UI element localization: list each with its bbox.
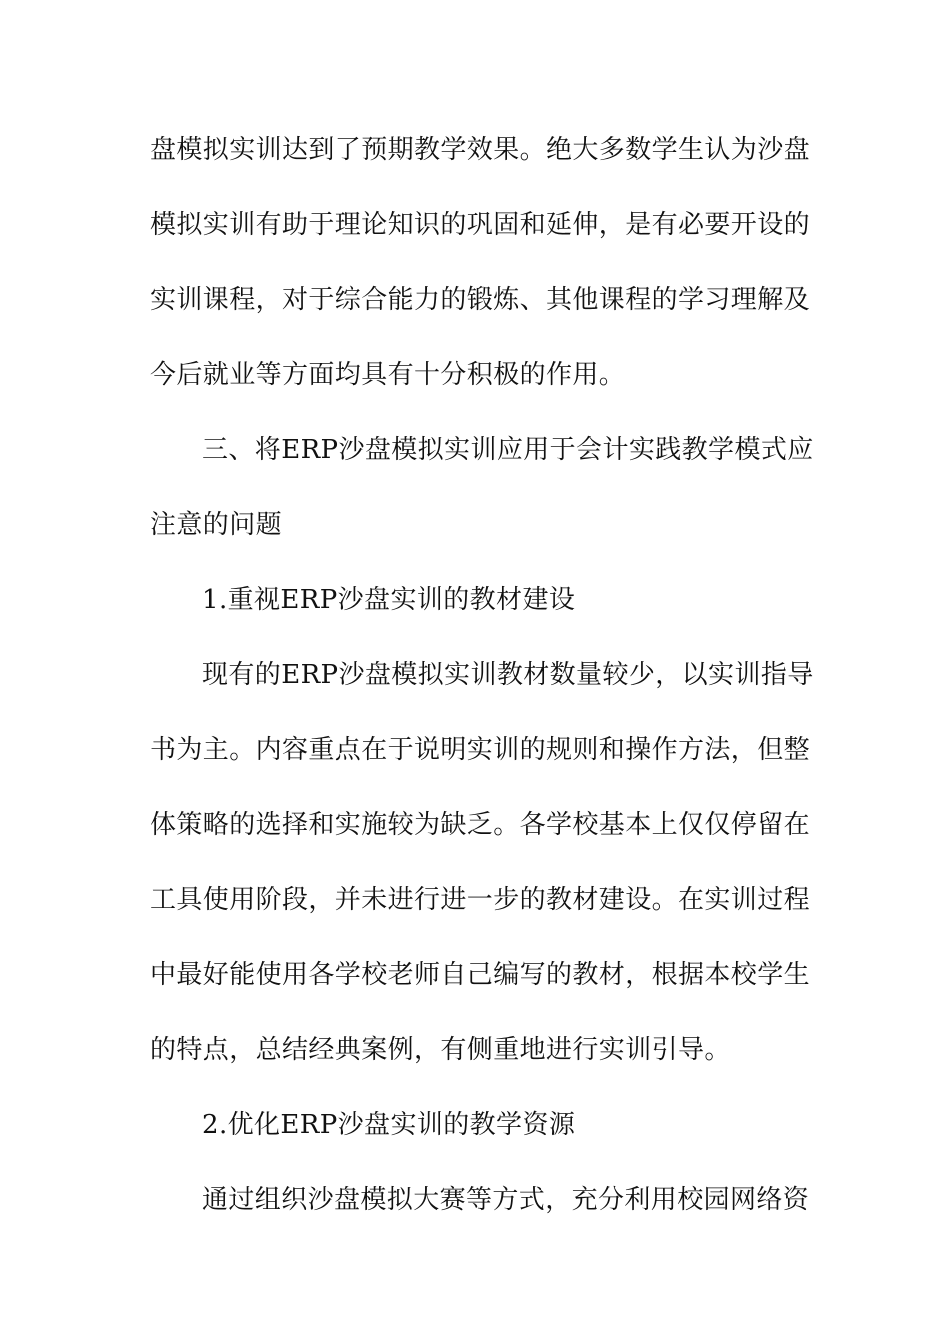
paragraph-line: 通过组织沙盘模拟大赛等方式，充分利用校园网络资	[202, 1185, 810, 1215]
paragraph-line: 今后就业等方面均具有十分积极的作用。	[150, 360, 626, 390]
paragraph-line: 中最好能使用各学校老师自己编写的教材，根据本校学生	[150, 960, 811, 990]
section-heading-line: 三、将ERP沙盘模拟实训应用于会计实践教学模式应	[202, 435, 814, 465]
paragraph-line: 模拟实训有助于理论知识的巩固和延伸，是有必要开设的	[150, 210, 811, 240]
paragraph-line: 书为主。内容重点在于说明实训的规则和操作方法，但整	[150, 735, 811, 765]
subheading-2: 2.优化ERP沙盘实训的教学资源	[202, 1110, 576, 1140]
paragraph-line: 的特点，总结经典案例，有侧重地进行实训引导。	[150, 1035, 731, 1065]
subheading-1: 1.重视ERP沙盘实训的教材建设	[202, 585, 576, 615]
paragraph-line: 现有的ERP沙盘模拟实训教材数量较少，以实训指导	[202, 660, 814, 690]
paragraph-line: 工具使用阶段，并未进行进一步的教材建设。在实训过程	[150, 885, 811, 915]
paragraph-line: 实训课程，对于综合能力的锻炼、其他课程的学习理解及	[150, 285, 811, 315]
section-heading-line: 注意的问题	[150, 510, 283, 540]
paragraph-line: 盘模拟实训达到了预期教学效果。绝大多数学生认为沙盘	[150, 135, 811, 165]
paragraph-line: 体策略的选择和实施较为缺乏。各学校基本上仅仅停留在	[150, 810, 811, 840]
